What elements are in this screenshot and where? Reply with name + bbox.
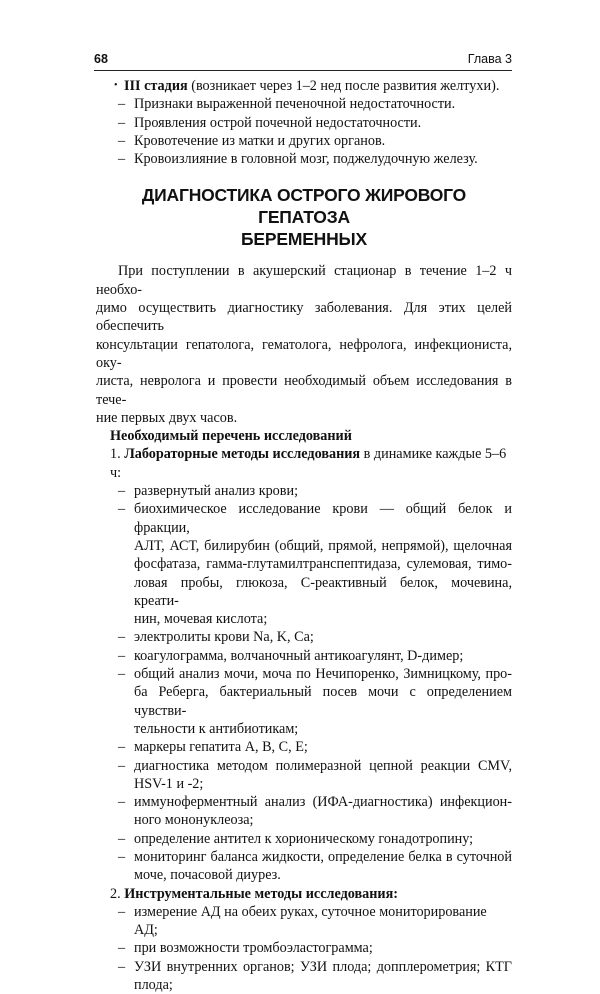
list-item-line: АЛТ, АСТ, билирубин (общий, прямой, непрямой), щелочная xyxy=(134,537,512,554)
dash-icon: – xyxy=(118,958,126,975)
instr-item xyxy=(96,903,512,940)
intro-line: консультации гепатолога, гематолога, нефролога, инфекциониста, оку- xyxy=(96,336,512,371)
instr-heading xyxy=(96,885,512,903)
stage-list xyxy=(96,95,512,168)
stage-note: (возникает через 1–2 нед после развития желтухи). xyxy=(187,78,500,94)
list-item-line: диагностика методом полимеразной цепной реакции CMV, xyxy=(134,757,512,774)
list-item-line: маркеры гепатита A, B, C, E; xyxy=(134,739,308,756)
intro-line: При поступлении в акушерский стационар в течение 1–2 ч необхо- xyxy=(96,263,512,298)
lab-heading xyxy=(96,445,512,482)
dash-icon: – xyxy=(118,132,126,149)
list-item-line: Признаки выраженной печеночной недостаточности. xyxy=(134,96,456,113)
instr-item xyxy=(96,958,512,994)
section-title xyxy=(96,184,512,250)
bullet-icon: • xyxy=(114,80,118,91)
list-item-line: развернутый анализ крови; xyxy=(134,483,299,500)
lab-item xyxy=(96,482,512,500)
list-item-line: Проявления острой почечной недостаточности. xyxy=(134,114,422,131)
section-title-line: БЕРЕМЕННЫХ xyxy=(241,229,367,250)
list-item-line: ба Реберга, бактериальный посев мочи с определением чувстви- xyxy=(134,684,512,719)
dash-icon: – xyxy=(118,501,126,518)
dash-icon: – xyxy=(118,757,126,774)
lab-item xyxy=(96,738,512,756)
intro-line: листа, невролога и провести необходимый объем исследования в тече- xyxy=(96,373,512,408)
list-item-line: нин, мочевая кислота; xyxy=(134,611,268,628)
lab-list xyxy=(96,482,512,885)
list-item-line: Кровотечение из матки и других органов. xyxy=(134,132,386,149)
lab-item xyxy=(96,665,512,738)
dash-icon: – xyxy=(118,903,126,920)
dash-icon: – xyxy=(118,848,126,865)
list-item-line: УЗИ внутренних органов; УЗИ плода; допплерометрия; КТГ xyxy=(134,958,512,975)
list-item-line: электролиты крови Na, K, Ca; xyxy=(134,629,314,646)
stage-item xyxy=(96,114,512,132)
list-item-line: моче, почасовой диурез. xyxy=(134,867,281,884)
lab-item xyxy=(96,793,512,830)
intro-line: димо осуществить диагностику заболевания. Для этих целей обеспечить xyxy=(96,300,512,335)
list-item-line: общий анализ мочи, моча по Нечипоренко, Зимницкому, про- xyxy=(134,666,512,683)
lab-item xyxy=(96,647,512,665)
dash-icon: – xyxy=(118,739,126,756)
list-item-line: определение антител к хорионическому гонадотропину; xyxy=(134,830,474,847)
dash-icon: – xyxy=(118,114,126,131)
stage-item xyxy=(96,150,512,168)
dash-icon: – xyxy=(118,940,126,957)
list-item-line: иммуноферментный анализ (ИФА-диагностика) инфекцион- xyxy=(134,794,512,811)
dash-icon: – xyxy=(118,794,126,811)
dash-icon: – xyxy=(118,151,126,168)
intro-line: ние первых двух часов. xyxy=(96,409,238,426)
section-title-line: ДИАГНОСТИКА ОСТРОГО ЖИРОВОГО ГЕПАТОЗА xyxy=(141,185,467,228)
instr-list xyxy=(96,903,512,994)
list-item-line: ловая пробы, глюкоза, С-реактивный белок, мочевина, креати- xyxy=(134,574,512,609)
dash-icon: – xyxy=(118,647,126,664)
dash-icon: – xyxy=(118,483,126,500)
lab-item xyxy=(96,848,512,885)
lab-item xyxy=(96,500,512,628)
list-item-line: тельности к антибиотикам; xyxy=(134,720,299,737)
stage-item xyxy=(96,132,512,150)
lab-item xyxy=(96,628,512,646)
list-item-line: мониторинг баланса жидкости, определение белка в суточной xyxy=(134,848,512,865)
list-item-line: биохимическое исследование крови — общий белок и фракции, xyxy=(134,501,512,536)
chapter-label: Глава 3 xyxy=(467,52,512,66)
list-item-line: ного мононуклеоза; xyxy=(134,812,254,829)
list-item-line: Кровоизлияние в головной мозг, поджелудочную железу. xyxy=(134,151,478,168)
lab-suffix: в динамике каждые 5–6 ч: xyxy=(110,446,507,481)
dash-icon: – xyxy=(118,666,126,683)
lab-title: Лабораторные методы исследования xyxy=(124,446,361,463)
list-item-line: коагулограмма, волчаночный антикоагулянт, D-димер; xyxy=(134,647,464,664)
page-number: 68 xyxy=(94,52,108,66)
list-item-line: плода; xyxy=(134,977,173,994)
dash-icon: – xyxy=(118,830,126,847)
dash-icon: – xyxy=(118,96,126,113)
lab-item xyxy=(96,757,512,794)
lab-item xyxy=(96,830,512,848)
instr-number: 2. xyxy=(110,885,125,902)
list-item-line: фосфатаза, гамма-глутамилтранспептидаза, сулемовая, тимо- xyxy=(134,556,512,573)
list-item-line: HSV-1 и -2; xyxy=(134,775,204,792)
instr-item xyxy=(96,939,512,957)
stage-heading xyxy=(96,77,512,95)
lab-number: 1. xyxy=(110,446,125,463)
dash-icon: – xyxy=(118,629,126,646)
stage-item xyxy=(96,95,512,113)
stage-label: III стадия xyxy=(124,78,188,94)
instr-title: Инструментальные методы исследования: xyxy=(124,885,398,902)
list-item-line: измерение АД на обеих руках, суточное мониторирование АД; xyxy=(134,903,487,939)
header-rule xyxy=(94,70,512,71)
page-content xyxy=(96,77,512,994)
list-item-line: при возможности тромбоэластограмма; xyxy=(134,940,373,957)
intro-paragraph xyxy=(96,262,512,427)
list-heading: Необходимый перечень исследований xyxy=(110,428,352,445)
